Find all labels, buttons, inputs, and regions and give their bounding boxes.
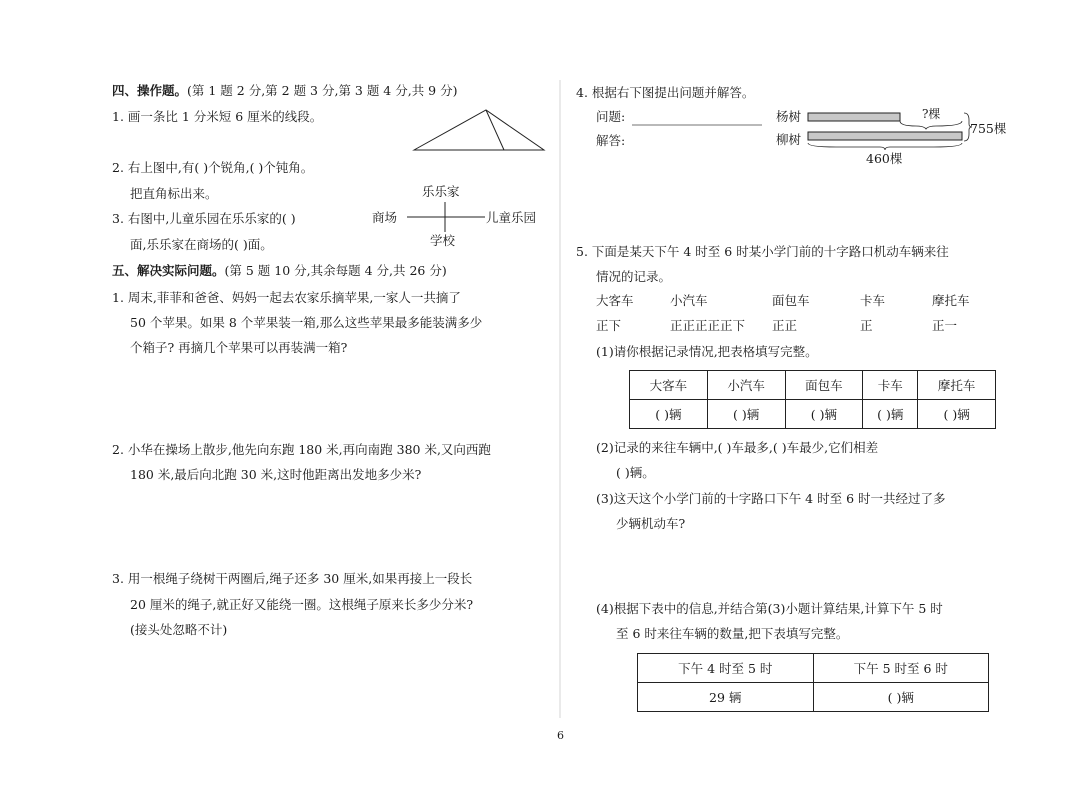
diagram-total-label: 755棵: [970, 121, 1007, 136]
compass-west-label: 商场: [372, 210, 398, 225]
bar-liushu: [808, 132, 962, 140]
sub-question-3-line1: (3)这天这个小学门前的十字路口下午 4 时至 6 时一共经过了多: [596, 491, 946, 506]
problem-5-line2: 情况的记录。: [596, 269, 672, 284]
sub-question-4-line1: (4)根据下表中的信息,并结合第(3)小题计算结果,计算下午 5 时: [596, 601, 943, 616]
problem-5-line1: 5. 下面是某天下午 4 时至 6 时某小学门前的十字路口机动车辆来往: [576, 244, 949, 259]
diagram-row2-label: 柳树: [776, 132, 802, 147]
record-vehicle-4: 摩托车: [932, 293, 970, 308]
question-3-line2: 面,乐乐家在商场的( )面。: [130, 237, 273, 252]
page-number: 6: [557, 729, 564, 742]
sub-question-2-line1: (2)记录的来往车辆中,( )车最多,( )车最少,它们相差: [596, 440, 879, 455]
table1-header-2: 面包车: [785, 371, 863, 400]
problem-2-line1: 2. 小华在操场上散步,他先向东跑 180 米,再向南跑 380 米,又向西跑: [112, 442, 491, 457]
column-divider: [559, 80, 561, 720]
table2-value-1: 29 辆: [638, 683, 814, 712]
diagram-unknown-label: ?棵: [922, 107, 941, 121]
table1-blank-3[interactable]: ( )辆: [863, 400, 918, 429]
section-4-points: (第 1 题 2 分,第 2 题 3 分,第 3 题 4 分,共 9 分): [187, 83, 458, 98]
record-tally-1: 正正正正正下: [670, 318, 746, 333]
compass-cross: [405, 200, 487, 234]
table2-header-2: 下午 5 时至 6 时: [813, 654, 989, 683]
sub-question-3-line2: 少辆机动车?: [616, 516, 686, 531]
record-tally-4: 正一: [932, 318, 958, 333]
hourly-traffic-table: [637, 653, 989, 712]
sub-question-4-line2: 至 6 时来往车辆的数量,把下表填写完整。: [616, 626, 849, 641]
section-5-points: (第 5 题 10 分,其余每题 4 分,共 26 分): [224, 263, 447, 278]
table1-blank-2[interactable]: ( )辆: [785, 400, 863, 429]
section-5-heading: [112, 262, 447, 280]
vehicle-count-table: [629, 370, 996, 429]
table1-blank-1[interactable]: ( )辆: [707, 400, 785, 429]
compass-north-label: 乐乐家: [422, 184, 460, 199]
problem-4-answer-line: [632, 124, 764, 126]
problem-4-title: 4. 根据右下图提出问题并解答。: [576, 85, 755, 100]
record-tally-2: 正正: [772, 318, 798, 333]
problem-4-question-label: 问题:: [596, 109, 626, 124]
problem-2-line2: 180 米,最后向北跑 30 米,这时他距离出发地多少米?: [130, 467, 422, 482]
problem-3-line3: (接头处忽略不计): [130, 622, 228, 637]
diagram-bottom-label: 460棵: [866, 151, 903, 166]
question-2-line2: 把直角标出来。: [130, 186, 218, 201]
table2-value-2[interactable]: ( )辆: [813, 683, 989, 712]
problem-1-line3: 个箱子? 再摘几个苹果可以再装满一箱?: [130, 340, 348, 355]
record-vehicle-0: 大客车: [596, 293, 634, 308]
bar-diagram: [806, 108, 974, 156]
problem-1-line2: 50 个苹果。如果 8 个苹果装一箱,那么这些苹果最多能装满多少: [130, 315, 483, 330]
record-vehicle-1: 小汽车: [670, 293, 708, 308]
record-tally-0: 正下: [596, 318, 622, 333]
table1-header-4: 摩托车: [918, 371, 996, 400]
sub-question-1: (1)请你根据记录情况,把表格填写完整。: [596, 344, 818, 359]
record-vehicle-2: 面包车: [772, 293, 810, 308]
section-4-heading: [112, 82, 458, 100]
table2-header-1: 下午 4 时至 5 时: [638, 654, 814, 683]
table1-blank-4[interactable]: ( )辆: [918, 400, 996, 429]
problem-3-line1: 3. 用一根绳子绕树干两圈后,绳子还多 30 厘米,如果再接上一段长: [112, 571, 473, 586]
problem-1-line1: 1. 周末,菲菲和爸爸、妈妈一起去农家乐摘苹果,一家人一共摘了: [112, 290, 461, 305]
table1-header-3: 卡车: [863, 371, 918, 400]
problem-3-line2: 20 厘米的绳子,就正好又能绕一圈。这根绳子原来长多少分米?: [130, 597, 474, 612]
diagram-row1-label: 杨树: [776, 109, 802, 124]
sub-question-2-line2: ( )辆。: [616, 465, 655, 480]
question-1: 1. 画一条比 1 分米短 6 厘米的线段。: [112, 109, 323, 124]
table1-header-1: 小汽车: [707, 371, 785, 400]
triangle-figure: [412, 108, 547, 153]
section-5-title: 五、解决实际问题。: [112, 263, 225, 278]
record-vehicle-3: 卡车: [860, 293, 886, 308]
bar-yangshu: [808, 113, 900, 121]
question-2-line1: 2. 右上图中,有( )个锐角,( )个钝角。: [112, 160, 314, 175]
table1-blank-0[interactable]: ( )辆: [630, 400, 708, 429]
compass-south-label: 学校: [430, 233, 456, 248]
question-3-line1: 3. 右图中,儿童乐园在乐乐家的( ): [112, 211, 296, 226]
section-4-title: 四、操作题。: [112, 83, 188, 98]
table1-header-0: 大客车: [630, 371, 708, 400]
compass-east-label: 儿童乐园: [486, 210, 537, 225]
record-tally-3: 正: [860, 318, 873, 333]
problem-4-answer-label: 解答:: [596, 133, 626, 148]
